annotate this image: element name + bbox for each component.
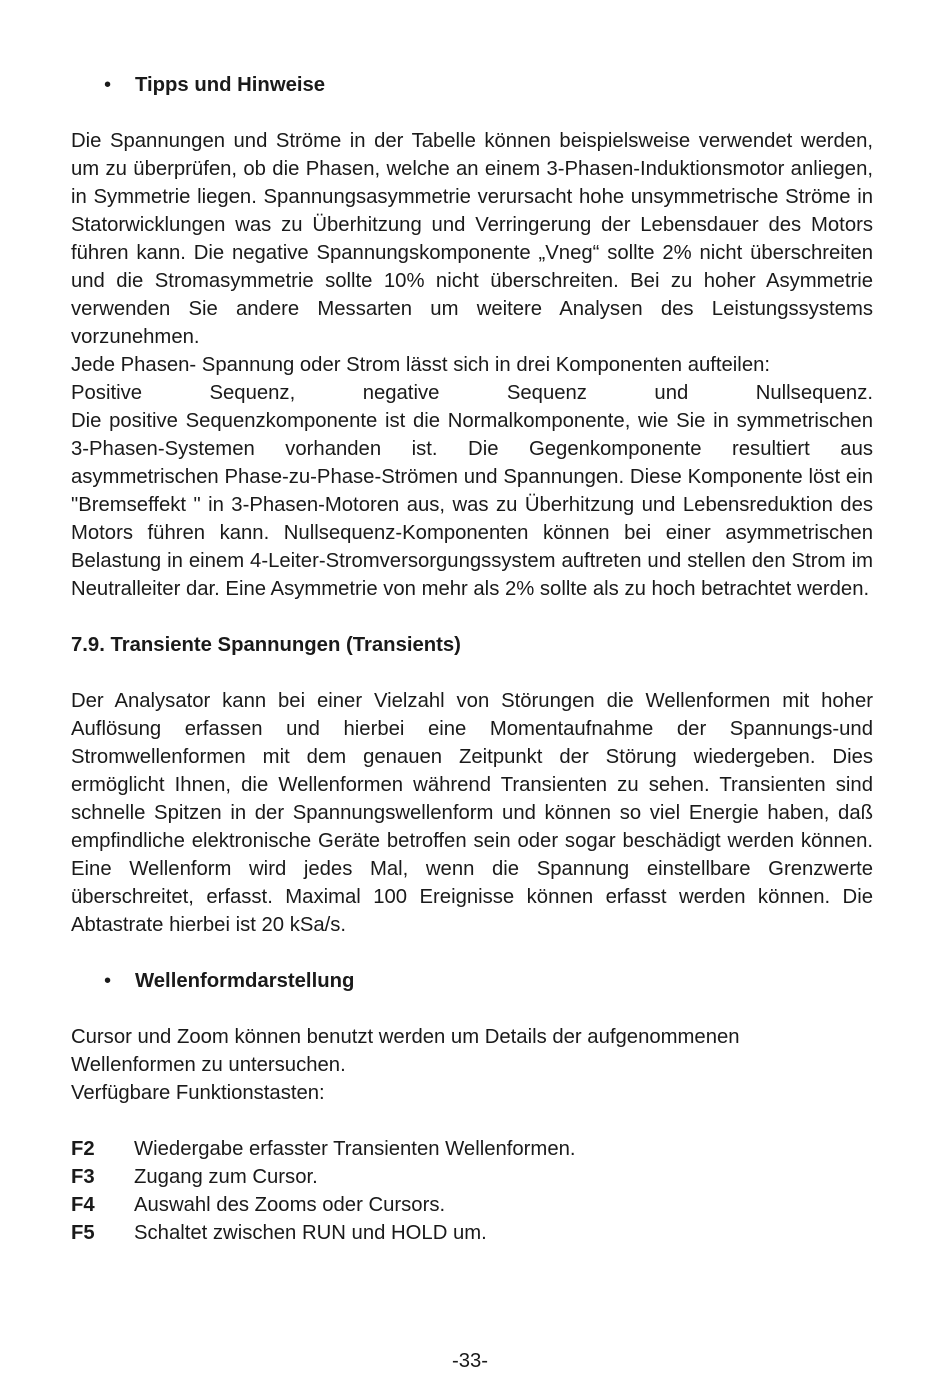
bullet-icon: • [104, 74, 112, 96]
page-number: -33- [451, 1350, 489, 1372]
waveform-heading-text: Wellenformdarstellung [135, 970, 355, 992]
function-key-description: Auswahl des Zooms oder Cursors. [134, 1194, 446, 1216]
function-key-row [71, 1163, 873, 1191]
tips-paragraph-4: Die positive Sequenzkomponente ist die Normalkomponente, wie Sie in symmetrischen 3-Phasen-Systemen vorhanden ist. Die Gegenkomponente resultiert aus asymmetrischen Phase-zu-Phase-Strömen und Spannungen. Diese Komponente löst ein "Bremseffekt " in 3-Phasen-Motoren aus, was zu Überhitzung und Lebensreduktion des Motors führen kann. Nullsequenz-Komponenten können bei einer asymmetrischen Belastung in einem 4-Leiter-Stromversorgungssystem auftreten und stellen den Strom im Neutralleiter dar. Eine Asymmetrie von mehr als 2% sollte als zu hoch betrachtet werden. [71, 410, 873, 600]
tips-paragraph-3: Positive Sequenz, negative Sequenz und Nullsequenz. [71, 382, 873, 404]
tips-paragraph-1: Die Spannungen und Ströme in der Tabelle können beispielsweise verwendet werden, um zu überprüfen, ob die Phasen, welche an einem 3-Phasen-Induktionsmotor anliegen, in Symmetrie liegen. Spannungsasymmetrie verursacht hohe unsymmetrische Ströme in Statorwicklungen was zu Überhitzung und Verringerung der Lebensdauer des Motors führen kann. Die negative Spannungskomponente „Vneg“ sollte 2% nicht überschreiten und die Stromasymmetrie sollte 10% nicht überschreiten. Bei zu hoher Asymmetrie verwenden Sie andere Messarten um weitere Analysen des Leistungssystems vorzunehmen. [71, 130, 873, 348]
waveform-heading [104, 967, 873, 995]
function-key-description: Zugang zum Cursor. [134, 1166, 318, 1188]
function-key-row [71, 1219, 873, 1247]
waveform-line-2: Wellenformen zu untersuchen. [71, 1054, 346, 1076]
function-key-label: F2 [71, 1138, 95, 1160]
transients-paragraph: Der Analysator kann bei einer Vielzahl von Störungen die Wellenformen mit hoher Auflösung erfassen und hierbei eine Momentaufnahme der Spannungs-und Stromwellenformen mit dem genauen Zeitpunkt der Störung wiedergeben. Dies ermöglicht Ihnen, die Wellenformen während Transienten zu sehen. Transienten sind schnelle Spitzen in der Spannungswellenform und können so viel Energie haben, daß empfindliche elektronische Geräte betroffen sein oder sogar beschädigt werden können. Eine Wellenform wird jedes Mal, wenn die Spannung einstellbare Grenzwerte überschreitet, erfasst. Maximal 100 Ereignisse können erfasst werden können. Die Abtastrate hierbei ist 20 kSa/s. [71, 690, 873, 936]
tips-paragraph-2: Jede Phasen- Spannung oder Strom lässt sich in drei Komponenten aufteilen: [71, 354, 771, 376]
manual-page [71, 71, 873, 1247]
section-heading-transients: 7.9. Transiente Spannungen (Transients) [71, 634, 461, 656]
waveform-line-1: Cursor und Zoom können benutzt werden um Details der aufgenommenen [71, 1026, 740, 1048]
tips-heading [104, 71, 873, 99]
function-key-row [71, 1135, 873, 1163]
bullet-icon: • [104, 970, 112, 992]
function-key-label: F3 [71, 1166, 95, 1188]
function-key-description: Wiedergabe erfasster Transienten Wellenformen. [134, 1138, 576, 1160]
function-key-label: F5 [71, 1222, 95, 1244]
waveform-line-3: Verfügbare Funktionstasten: [71, 1082, 325, 1104]
function-key-label: F4 [71, 1194, 95, 1216]
function-key-description: Schaltet zwischen RUN und HOLD um. [134, 1222, 487, 1244]
tips-heading-text: Tipps und Hinweise [135, 74, 326, 96]
function-key-row [71, 1191, 873, 1219]
